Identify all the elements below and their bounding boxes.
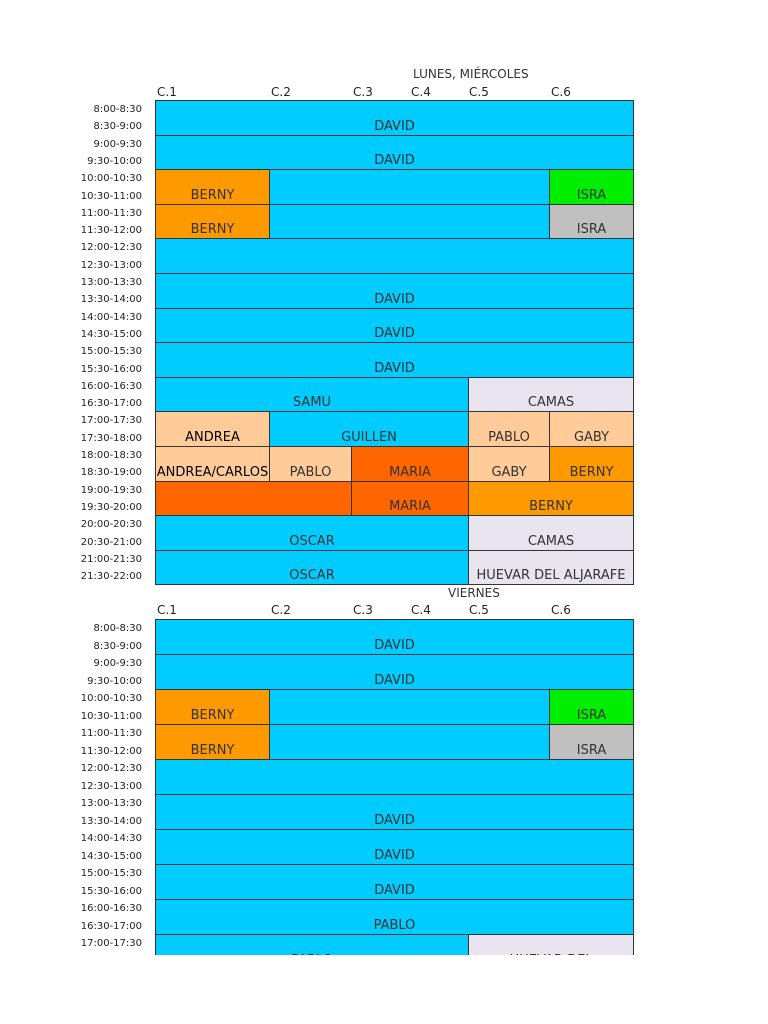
schedule-cell xyxy=(269,446,352,482)
time-slot-label: 21:00-21:30 xyxy=(80,553,142,565)
time-slot-label: 15:30-16:00 xyxy=(80,363,142,375)
schedule-cell xyxy=(155,273,634,309)
column-header-c3: C.3 xyxy=(353,85,373,99)
schedule-cell xyxy=(155,689,270,725)
schedule-cell-label: GABY xyxy=(573,429,610,445)
schedule-cell-label: CAMAS xyxy=(527,395,575,411)
schedule-cell-label: DAVID xyxy=(374,153,415,169)
schedule-cell xyxy=(269,724,550,760)
schedule-cell-label: DAVID xyxy=(374,673,415,688)
schedule-cell xyxy=(269,689,550,725)
schedule-cell xyxy=(155,481,352,517)
schedule-cell xyxy=(155,446,270,482)
time-slot-label: 9:00-9:30 xyxy=(93,658,142,669)
column-header-c1: C.1 xyxy=(157,603,177,617)
schedule-cell xyxy=(351,481,469,517)
schedule-cell-label: GUILLEN xyxy=(341,429,397,445)
schedule-cell xyxy=(155,654,634,690)
schedule-cell-label: DAVID xyxy=(374,118,415,134)
time-slot-label: 15:00-15:30 xyxy=(80,868,142,879)
schedule-cell-label: HUEVAR DEL ALJARAFE xyxy=(476,568,626,584)
schedule-cell xyxy=(155,204,270,240)
schedule-cell xyxy=(468,377,634,413)
time-slot-label: 11:00-11:30 xyxy=(80,207,142,219)
schedule-cell-label: ANDREA/CARLOS xyxy=(156,464,269,480)
schedule-cell xyxy=(155,411,270,447)
schedule-cell-label: BERNY xyxy=(190,708,235,723)
schedule-cell-label: DAVID xyxy=(374,883,415,898)
time-slot-label: 21:30-22:00 xyxy=(80,571,142,583)
schedule-cell xyxy=(549,724,634,760)
column-header-c2: C.2 xyxy=(271,603,291,617)
time-slot-label: 20:30-21:00 xyxy=(80,536,142,548)
schedule-cell-label: DAVID xyxy=(374,360,415,376)
schedule-cell-label: DAVID xyxy=(374,813,415,828)
schedule-cell-label: DAVID xyxy=(374,638,415,653)
schedule-cell xyxy=(155,169,270,205)
time-slot-label: 18:30-19:00 xyxy=(80,467,142,479)
time-slot-label: 15:00-15:30 xyxy=(80,346,142,358)
schedule-cell xyxy=(155,100,634,136)
time-slot-label: 16:30-17:00 xyxy=(80,920,142,932)
time-slot-label: 8:00-8:30 xyxy=(93,104,142,115)
schedule-cell xyxy=(549,411,634,447)
schedule-cell xyxy=(468,481,634,517)
schedule-cell-label: DAVID xyxy=(374,848,415,863)
schedule-cell xyxy=(549,446,634,482)
schedule-cell xyxy=(155,864,634,900)
schedule-cell xyxy=(155,724,270,760)
time-slot-label: 8:00-8:30 xyxy=(93,623,142,634)
time-slot-label: 20:00-20:30 xyxy=(80,519,142,531)
schedule-cell xyxy=(468,411,550,447)
time-slot-label: 12:30-13:00 xyxy=(80,259,142,271)
time-slot-label: 8:30-9:00 xyxy=(93,640,142,652)
time-slot-label: 10:30-11:00 xyxy=(80,710,142,722)
schedule-cell xyxy=(155,342,634,378)
time-slot-label: 9:00-9:30 xyxy=(93,138,142,150)
schedule-grid-lunes-miercoles xyxy=(155,100,633,585)
schedule-cell xyxy=(549,204,634,240)
time-slot-label: 16:00-16:30 xyxy=(80,903,142,914)
schedule-grid-viernes xyxy=(155,619,633,955)
time-slot-label: 10:00-10:30 xyxy=(80,693,142,704)
time-slot-label: 11:30-12:00 xyxy=(80,225,142,237)
time-slot-label: 12:00-12:30 xyxy=(80,763,142,774)
time-slot-label: 14:30-15:00 xyxy=(80,328,142,340)
schedule-cell-label: DAVID xyxy=(374,291,415,307)
schedule-cell-label: CAMAS xyxy=(527,533,575,549)
time-slot-label: 13:30-14:00 xyxy=(80,294,142,306)
schedule-cell-label: BERNY xyxy=(529,499,573,515)
schedule-cell-label: GABY xyxy=(491,464,527,480)
time-slot-label: 14:00-14:30 xyxy=(80,833,142,844)
schedule-cell xyxy=(269,411,469,447)
schedule-cell xyxy=(468,446,550,482)
schedule-cell-label: PABLO xyxy=(289,464,332,480)
column-header-c5: C.5 xyxy=(469,85,489,99)
time-slot-label: 13:00-13:30 xyxy=(80,277,142,288)
time-slot-label: 13:00-13:30 xyxy=(80,798,142,809)
time-slot-label: 17:00-17:30 xyxy=(80,938,142,949)
schedule-cell xyxy=(155,899,634,935)
schedule-cell xyxy=(155,759,634,795)
time-slot-label: 13:30-14:00 xyxy=(80,815,142,827)
schedule-cell xyxy=(155,135,634,171)
column-header-c4: C.4 xyxy=(411,85,431,99)
section-title-viernes: VIERNES xyxy=(448,586,500,600)
schedule-cell-label: PABLO xyxy=(488,429,530,445)
schedule-cell-label: SAMU xyxy=(292,395,332,411)
time-slot-label: 19:30-20:00 xyxy=(80,501,142,513)
schedule-cell xyxy=(351,446,469,482)
schedule-cell-label: BERNY xyxy=(190,743,235,758)
schedule-cell xyxy=(549,689,634,725)
schedule-cell-label: MARIA xyxy=(389,464,431,480)
schedule-cell xyxy=(155,619,634,655)
schedule-cell xyxy=(155,794,634,830)
schedule-cell xyxy=(468,550,634,586)
time-slot-label: 16:30-17:00 xyxy=(80,398,142,410)
time-slot-label: 12:30-13:00 xyxy=(80,780,142,792)
column-header-c6: C.6 xyxy=(551,603,571,617)
schedule-cell-label: ISRA xyxy=(576,222,607,238)
time-slot-label: 18:00-18:30 xyxy=(80,450,142,461)
schedule-cell-label: PABLO xyxy=(373,918,416,933)
schedule-cell xyxy=(549,169,634,205)
schedule-cell xyxy=(468,515,634,551)
schedule-cell xyxy=(155,515,469,551)
schedule-cell-label: MARIA xyxy=(389,499,431,515)
section-title-lunes-miercoles: LUNES, MIÉRCOLES xyxy=(413,67,529,81)
time-slot-label: 17:30-18:00 xyxy=(80,432,142,444)
schedule-cell-label: BERNY xyxy=(569,464,614,480)
time-slot-label: 14:30-15:00 xyxy=(80,850,142,862)
column-header-c3: C.3 xyxy=(353,603,373,617)
time-slot-label: 15:30-16:00 xyxy=(80,885,142,897)
column-header-c2: C.2 xyxy=(271,85,291,99)
schedule-cell-label: ANDREA xyxy=(185,429,240,445)
column-header-c5: C.5 xyxy=(469,603,489,617)
schedule-cell-label: DAVID xyxy=(374,326,415,342)
column-header-c6: C.6 xyxy=(551,85,571,99)
time-slot-label: 10:30-11:00 xyxy=(80,190,142,202)
column-header-c1: C.1 xyxy=(157,85,177,99)
schedule-cell xyxy=(155,308,634,344)
schedule-cell xyxy=(155,238,634,274)
schedule-cell-label: ISRA xyxy=(576,708,607,723)
time-slot-label: 9:30-10:00 xyxy=(87,155,142,167)
schedule-cell-label: BERNY xyxy=(190,222,235,238)
time-slot-label: 12:00-12:30 xyxy=(80,242,142,254)
time-slot-label: 16:00-16:30 xyxy=(80,380,142,392)
time-slot-label: 17:00-17:30 xyxy=(80,415,142,427)
schedule-cell xyxy=(269,169,550,205)
schedule-cell xyxy=(269,204,550,240)
schedule-cell xyxy=(155,550,469,586)
schedule-cell-label: ISRA xyxy=(576,187,607,203)
schedule-cell-label: OSCAR xyxy=(289,533,335,549)
time-slot-label: 11:30-12:00 xyxy=(80,745,142,757)
schedule-cell xyxy=(155,829,634,865)
time-slot-label: 9:30-10:00 xyxy=(87,675,142,687)
schedule-cell-label: BERNY xyxy=(190,187,235,203)
time-slot-label: 8:30-9:00 xyxy=(93,121,142,133)
time-slot-label: 10:00-10:30 xyxy=(80,173,142,185)
time-slot-label: 11:00-11:30 xyxy=(80,728,142,739)
schedule-cell xyxy=(155,377,469,413)
time-slot-label: 14:00-14:30 xyxy=(80,311,142,323)
time-slot-label: 19:00-19:30 xyxy=(80,484,142,496)
page-bottom-blank xyxy=(0,955,768,1024)
column-header-c4: C.4 xyxy=(411,603,431,617)
schedule-cell-label: OSCAR xyxy=(289,568,335,584)
schedule-cell-label: ISRA xyxy=(576,743,607,758)
